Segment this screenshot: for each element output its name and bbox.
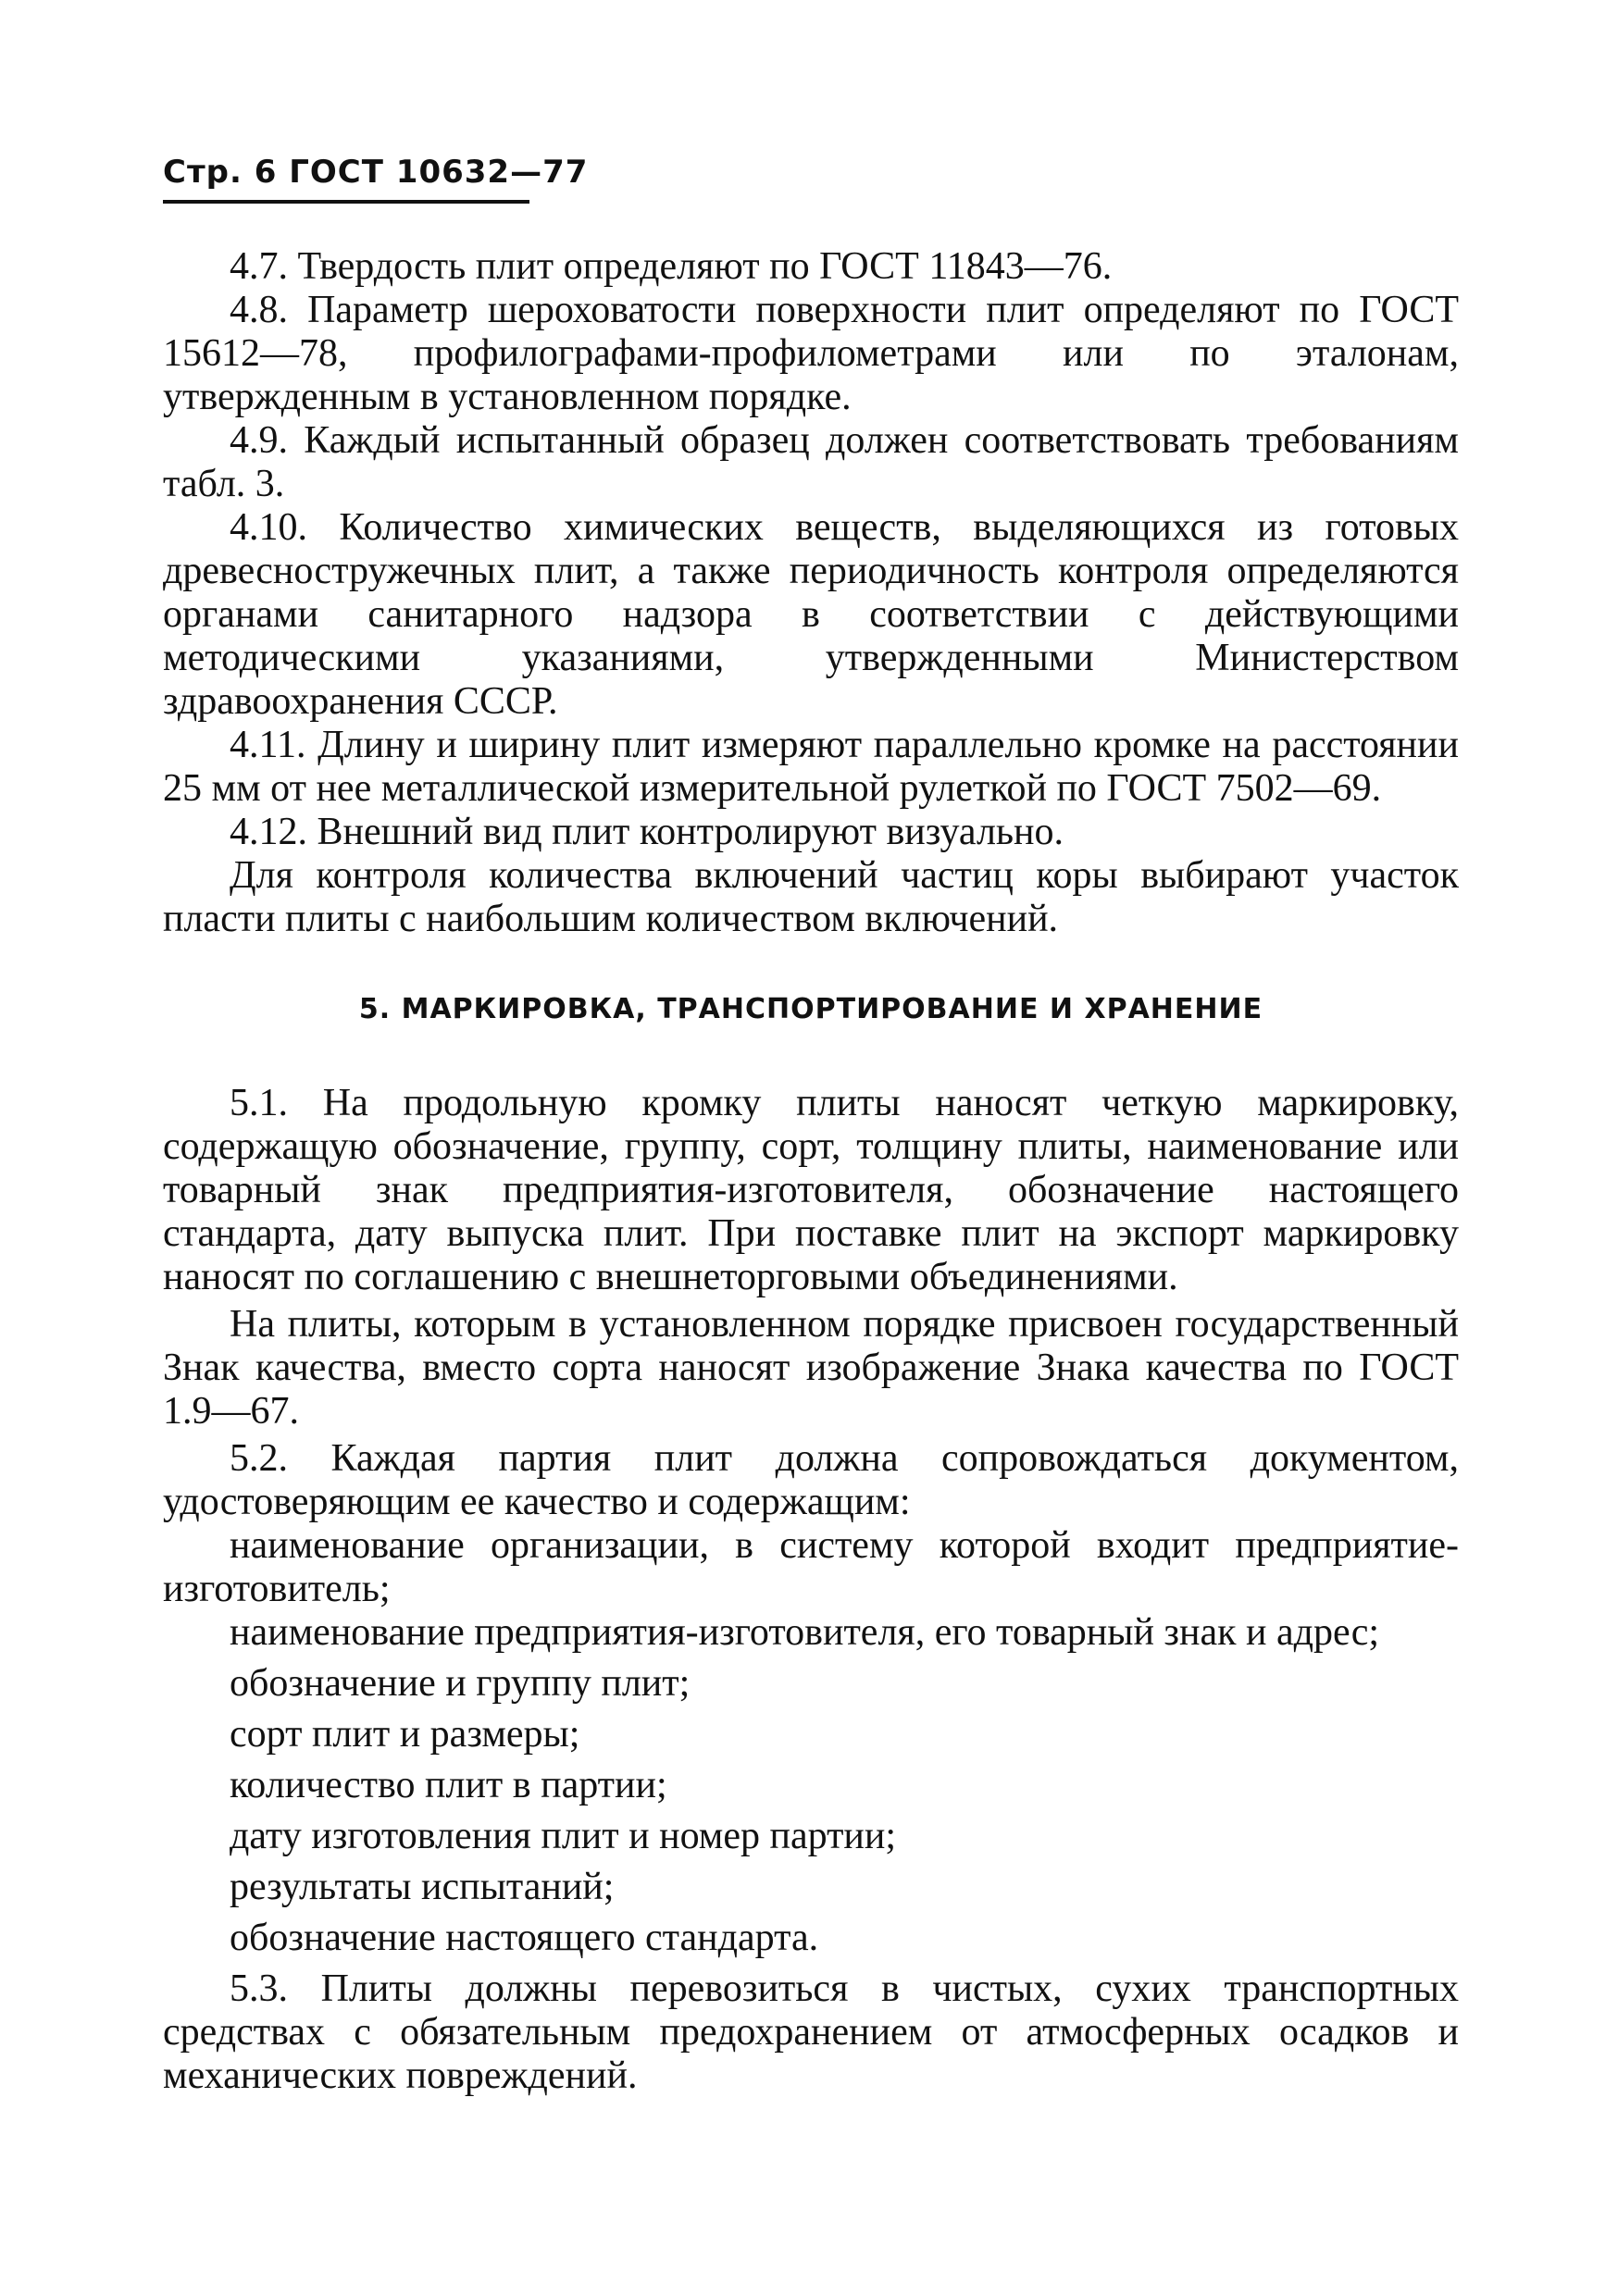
list-item: сорт плит и размеры; [230, 1713, 580, 1756]
clause-4-9: 4.9. Каждый испытанный образец должен соответствовать требованиям табл. 3. [163, 419, 1459, 505]
clause-5-1: 5.1. На продольную кромку плиты наносят четкую маркировку, содержащую обозначение, группу, сорт, толщину плиты, наименование или товарный знак предприятия-изготовителя, обозначение настоящего стандарта, дату выпуска плит. При поставке плит на экспорт маркировку наносят по соглашению с внешнеторговыми объединениями. [163, 1082, 1459, 1298]
list-item: результаты испытаний; [230, 1866, 615, 1908]
clause-4-10: 4.10. Количество химических веществ, выделяющихся из готовых древесностружечных плит, а также периодичность контроля определяются органами санитарного надзора в соответствии с действующими методическими указаниями, утвержденными Министерством здравоохранения СССР. [163, 506, 1459, 723]
list-item: обозначение и группу плит; [230, 1662, 691, 1705]
list-item: наименование предприятия-изготовителя, его товарный знак и адрес; [230, 1611, 1380, 1654]
clause-5-1-continuation: На плиты, которым в установленном порядке присвоен государственный Знак качества, вместо сорта наносят изображение Знака качества по ГОСТ 1.9—67. [163, 1303, 1459, 1433]
header-rule [163, 200, 529, 204]
clause-5-2: 5.2. Каждая партия плит должна сопровождаться документом, удостоверяющим ее качество и содержащим: [163, 1437, 1459, 1523]
clause-4-7: 4.7. Твердость плит определяют по ГОСТ 11843—76. [230, 245, 1113, 288]
document-body [163, 245, 1459, 2098]
list-item: наименование организации, в систему которой входит предприятие-изготовитель; [163, 1524, 1459, 1610]
clause-4-12-continuation: Для контроля количества включений частиц коры выбирают участок пласти плиты с наибольшим количеством включений. [163, 854, 1459, 940]
page-header: Стр. 6 ГОСТ 10632—77 [163, 154, 589, 191]
section-5-title: 5. МАРКИРОВКА, ТРАНСПОРТИРОВАНИЕ И ХРАНЕНИЕ [358, 993, 1263, 1025]
clause-4-12: 4.12. Внешний вид плит контролируют визуально. [230, 811, 1064, 853]
clause-4-11: 4.11. Длину и ширину плит измеряют параллельно кромке на расстоянии 25 мм от нее металлической измерительной рулеткой по ГОСТ 7502—69. [163, 724, 1459, 810]
list-item: дату изготовления плит и номер партии; [230, 1815, 897, 1857]
clause-5-3: 5.3. Плиты должны перевозиться в чистых, сухих транспортных средствах с обязательным предохранением от атмосферных осадков и механических повреждений. [163, 1967, 1459, 2097]
list-item: количество плит в партии; [230, 1764, 667, 1806]
list-item: обозначение настоящего стандарта. [230, 1917, 819, 1959]
clause-4-8: 4.8. Параметр шероховатости поверхности плит определяют по ГОСТ 15612—78, профилографами-профилометрами или по эталонам, утвержденным в установленном порядке. [163, 289, 1459, 418]
